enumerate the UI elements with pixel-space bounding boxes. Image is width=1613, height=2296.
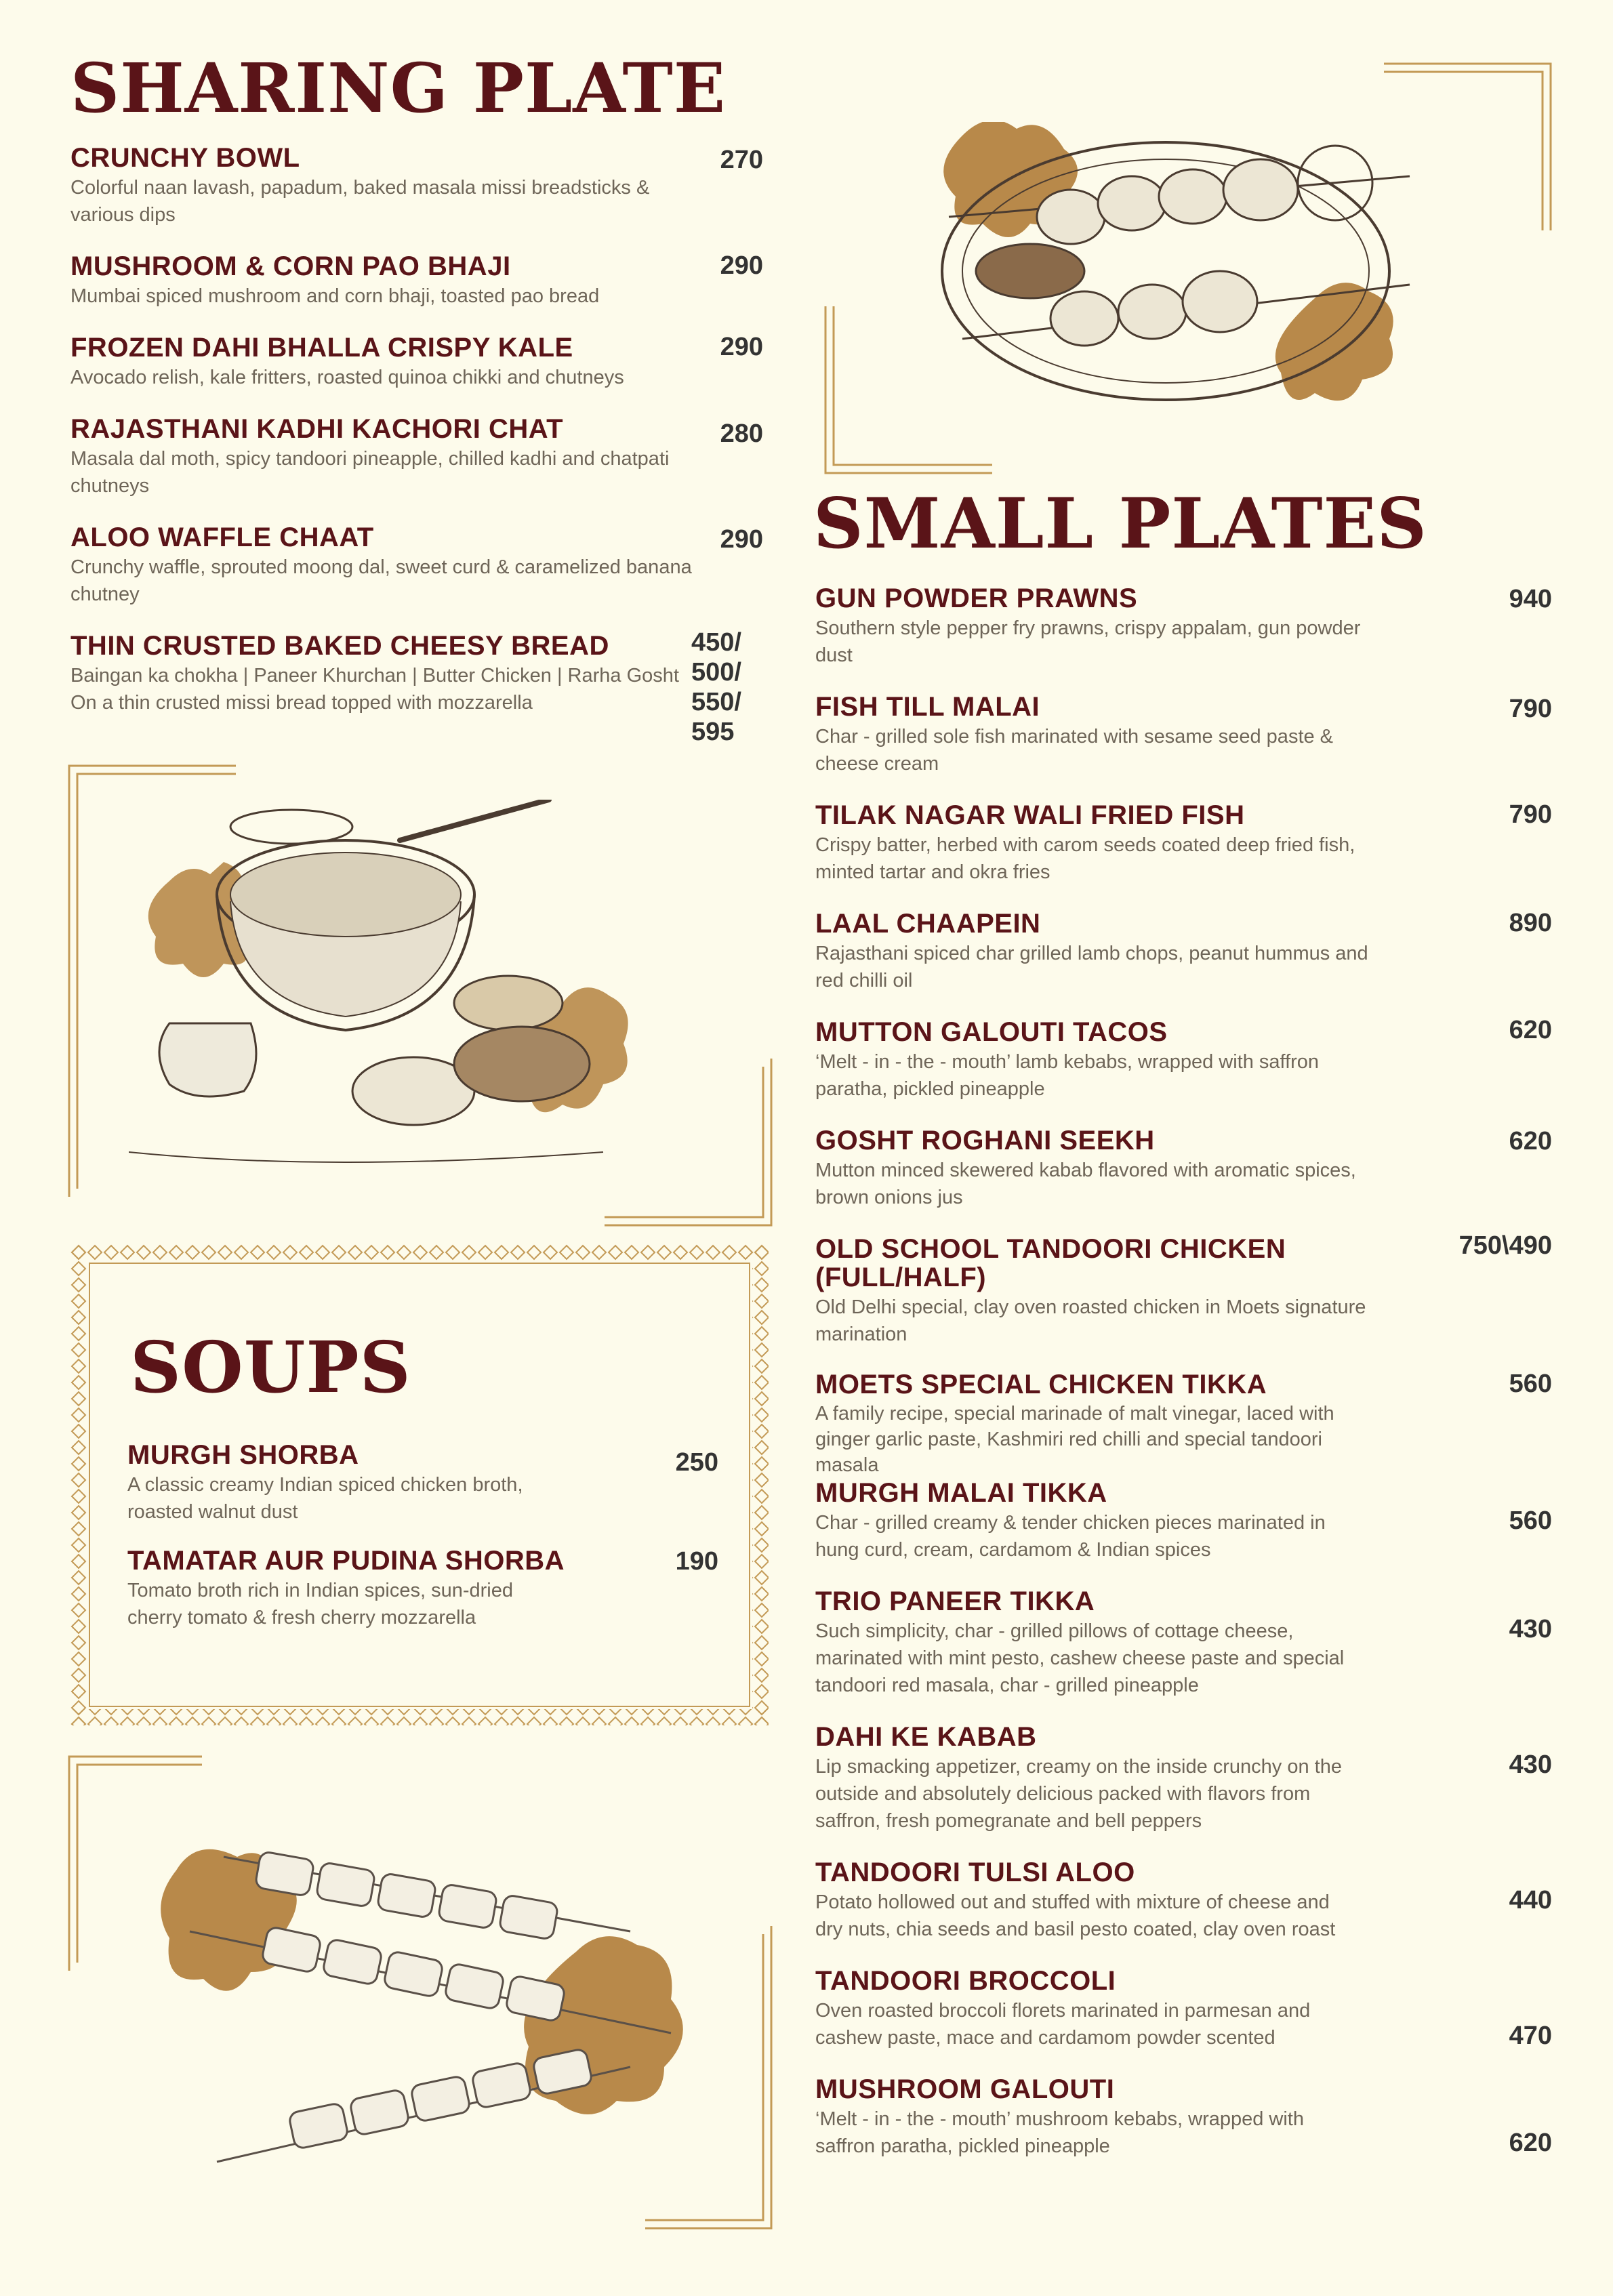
small-plate-item <box>815 1723 1425 1834</box>
item-price: 430 <box>1509 1750 1552 1779</box>
sharing-item <box>70 333 721 391</box>
item-description: Baingan ka chokha | Paneer Khurchan | Butter Chicken | Rarha Gosht On a thin crusted missi bread topped with mozzarella <box>70 665 679 714</box>
item-name: ALOO WAFFLE CHAAT <box>70 522 374 552</box>
item-name: MOETS SPECIAL CHICKEN TIKKA <box>815 1370 1267 1399</box>
item-name: OLD SCHOOL TANDOORI CHICKEN (FULL/HALF) <box>815 1234 1286 1292</box>
item-price: 440 <box>1509 1886 1552 1914</box>
item-price: 450/ 500/ 550/ 595 <box>691 628 741 746</box>
item-description: A classic creamy Indian spiced chicken broth, roasted walnut dust <box>127 1474 523 1523</box>
item-description: Old Delhi special, clay oven roasted chicken in Moets signature marination <box>815 1296 1366 1345</box>
item-description: Char - grilled sole fish marinated with sesame seed paste & cheese cream <box>815 726 1334 775</box>
item-price: 290 <box>720 251 763 280</box>
item-name: FISH TILL MALAI <box>815 692 1040 722</box>
small-plate-item <box>815 1018 1425 1103</box>
soups-title: SOUPS <box>130 1326 411 1409</box>
small-plate-item <box>815 1858 1425 1943</box>
item-name: TANDOORI TULSI ALOO <box>815 1858 1135 1887</box>
sharing-item <box>70 252 721 310</box>
item-name: GUN POWDER PRAWNS <box>815 583 1138 613</box>
small-plate-item <box>815 909 1425 994</box>
item-name: CRUNCHY BOWL <box>70 143 300 173</box>
small-plate-item <box>815 1587 1425 1699</box>
kebab-platter-illustration <box>935 122 1423 427</box>
item-description: Masala dal moth, spicy tandoori pineapple, chilled kadhi and chatpati chutneys <box>70 448 670 497</box>
item-description: Crispy batter, herbed with carom seeds coated deep fried fish, minted tartar and okra fries <box>815 834 1355 883</box>
item-description: Southern style pepper fry prawns, crispy appalam, gun powder dust <box>815 617 1361 666</box>
item-price: 190 <box>675 1547 718 1576</box>
kebab-skewers-illustration <box>156 1830 739 2182</box>
small-plate-item <box>815 1235 1425 1348</box>
soup-item <box>127 1546 656 1631</box>
cooking-pot-illustration <box>129 800 691 1179</box>
item-description: A family recipe, special marinade of malt vinegar, laced with ginger garlic paste, Kashmiri red chilli and special tandoori masala <box>815 1403 1334 1476</box>
small-plate-item <box>815 1370 1425 1478</box>
small-plate-item <box>815 1967 1425 2051</box>
item-price: 620 <box>1509 2129 1552 2157</box>
item-price: 270 <box>720 146 763 174</box>
item-price: 560 <box>1509 1506 1552 1535</box>
small-plate-item <box>815 1126 1425 1211</box>
item-price: 280 <box>720 419 763 448</box>
item-description: Avocado relish, kale fritters, roasted quinoa chikki and chutneys <box>70 367 624 388</box>
item-description: ‘Melt - in - the - mouth’ mushroom kebabs, wrapped with saffron paratha, pickled pineapple <box>815 2108 1304 2157</box>
item-name: TANDOORI BROCCOLI <box>815 1966 1116 1996</box>
sharing-item <box>70 144 721 228</box>
small-plates-title: SMALL PLATES <box>813 483 1427 565</box>
item-description: Oven roasted broccoli florets marinated in parmesan and cashew paste, mace and cardamom powder scented <box>815 2000 1311 2049</box>
item-description: Mumbai spiced mushroom and corn bhaji, toasted pao bread <box>70 285 600 307</box>
item-price: 750\490 <box>1458 1231 1552 1260</box>
item-price: 790 <box>1509 695 1552 723</box>
item-description: Crunchy waffle, sprouted moong dal, sweet curd & caramelized banana chutney <box>70 556 692 605</box>
sharing-item <box>70 523 721 608</box>
item-price: 290 <box>720 525 763 554</box>
item-description: Lip smacking appetizer, creamy on the inside crunchy on the outside and absolutely delicious packed with flavors from saffron, fresh pomegranate and bell peppers <box>815 1756 1342 1832</box>
item-name: TAMATAR AUR PUDINA SHORBA <box>127 1546 565 1576</box>
item-price: 470 <box>1509 2022 1552 2050</box>
small-plate-item <box>815 584 1425 669</box>
item-name: TRIO PANEER TIKKA <box>815 1586 1095 1616</box>
item-price: 940 <box>1509 585 1552 613</box>
soup-item <box>127 1441 656 1525</box>
item-name: LAAL CHAAPEIN <box>815 909 1041 939</box>
item-description: Tomato broth rich in Indian spices, sun-dried cherry tomato & fresh cherry mozzarella <box>127 1580 514 1628</box>
item-price: 250 <box>675 1448 718 1477</box>
item-name: MURGH SHORBA <box>127 1440 359 1470</box>
item-description: Such simplicity, char - grilled pillows of cottage cheese, marinated with mint pesto, cashew cheese paste and special tandoori red masala, char - grilled pineapple <box>815 1620 1345 1696</box>
item-price: 790 <box>1509 800 1552 829</box>
item-description: Rajasthani spiced char grilled lamb chops, peanut hummus and red chilli oil <box>815 943 1368 991</box>
item-name: GOSHT ROGHANI SEEKH <box>815 1126 1155 1155</box>
item-description: Potato hollowed out and stuffed with mixture of cheese and dry nuts, chia seeds and basil pesto coated, clay oven roast <box>815 1891 1336 1940</box>
item-price: 560 <box>1509 1370 1552 1398</box>
sharing-item <box>70 415 721 499</box>
item-name: MUSHROOM GALOUTI <box>815 2074 1115 2104</box>
item-price: 620 <box>1509 1127 1552 1155</box>
item-name: TILAK NAGAR WALI FRIED FISH <box>815 800 1245 830</box>
sharing-item <box>70 632 721 716</box>
item-price: 290 <box>720 333 763 361</box>
small-plate-item <box>815 801 1425 886</box>
small-plate-item <box>815 1479 1425 1563</box>
item-name: MUTTON GALOUTI TACOS <box>815 1017 1168 1047</box>
small-plate-item <box>815 2075 1425 2160</box>
item-price: 430 <box>1509 1615 1552 1643</box>
item-name: MURGH MALAI TIKKA <box>815 1478 1107 1508</box>
item-price: 890 <box>1509 909 1552 937</box>
small-plate-item <box>815 693 1425 777</box>
item-description: Char - grilled creamy & tender chicken pieces marinated in hung curd, cream, cardamom & Indian spices <box>815 1512 1326 1561</box>
item-name: MUSHROOM & CORN PAO BHAJI <box>70 251 511 281</box>
item-description: Colorful naan lavash, papadum, baked masala missi breadsticks & various dips <box>70 177 650 226</box>
item-name: THIN CRUSTED BAKED CHEESY BREAD <box>70 631 609 661</box>
item-name: DAHI KE KABAB <box>815 1722 1037 1752</box>
item-name: FROZEN DAHI BHALLA CRISPY KALE <box>70 333 573 363</box>
item-name: RAJASTHANI KADHI KACHORI CHAT <box>70 414 564 444</box>
item-price: 620 <box>1509 1016 1552 1044</box>
item-description: ‘Melt - in - the - mouth’ lamb kebabs, wrapped with saffron paratha, pickled pineapple <box>815 1051 1320 1100</box>
item-description: Mutton minced skewered kabab flavored with aromatic spices, brown onions jus <box>815 1160 1356 1208</box>
sharing-plate-title: SHARING PLATE <box>70 48 727 128</box>
